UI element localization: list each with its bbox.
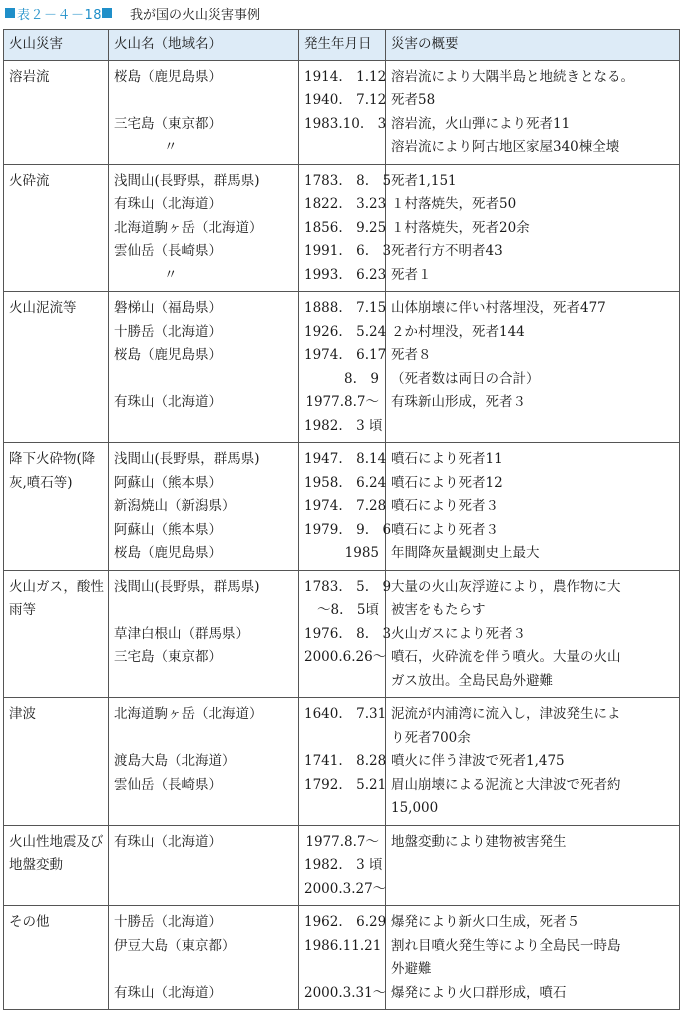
disaster-summary: 溶岩流により大隅半島と地続きとなる。 — [391, 68, 634, 85]
volcano-name — [114, 854, 294, 878]
disaster-category-cell — [4, 906, 109, 1010]
occurrence-date: 1985 — [344, 545, 379, 561]
occurrence-date: 1947. 8.14 — [304, 451, 387, 467]
volcano-cell — [109, 570, 299, 698]
volcano-name: 北海道駒ヶ岳（北海道） — [114, 219, 263, 236]
summary-cell — [386, 60, 680, 164]
occurrence-date: 1640. 7.31 — [304, 706, 387, 722]
disaster-summary: 死者1,151 — [391, 172, 457, 189]
occurrence-date: 1741. 8.28 — [304, 753, 387, 769]
volcano-name — [114, 727, 294, 751]
disaster-summary: 地盤変動により建物被害発生 — [391, 833, 567, 850]
disaster-summary: 山体崩壊に伴い村落埋没，死者477 — [391, 300, 606, 316]
occurrence-date: 1977.8.7～ — [305, 833, 379, 850]
disaster-summary: り死者700余 — [391, 729, 471, 746]
volcano-name: 十勝岳（北海道） — [114, 323, 222, 340]
occurrence-date — [304, 958, 381, 982]
disaster-category-cell — [4, 60, 109, 164]
volcano-cell — [109, 825, 299, 906]
occurrence-date: ～8. 5頃 — [317, 602, 379, 618]
column-header: 火山災害 — [4, 30, 109, 61]
volcano-name: 雲仙岳（長崎県） — [114, 243, 222, 259]
disaster-summary: １村落焼失，死者20余 — [391, 219, 530, 236]
volcano-name: 〃 — [164, 266, 178, 283]
column-header: 発生年月日 — [299, 30, 386, 61]
volcano-name — [114, 599, 294, 623]
occurrence-date — [304, 136, 381, 160]
disaster-summary: 死者１ — [391, 266, 432, 283]
caption-square-icon — [102, 8, 112, 18]
occurrence-date: 1974. 7.28 — [304, 498, 387, 514]
disaster-summary: 有珠新山形成，死者３ — [391, 394, 526, 410]
table-row — [4, 698, 680, 826]
disaster-summary: 眉山崩壊による泥流と大津波で死者約 — [391, 776, 621, 793]
occurrence-date — [304, 727, 381, 751]
occurrence-date: 1986.11.21 — [304, 937, 382, 954]
occurrence-date: 1958. 6.24 — [304, 474, 387, 491]
summary-cell — [386, 292, 680, 443]
disaster-summary: 15,000 — [391, 800, 439, 816]
column-header: 災害の概要 — [386, 30, 680, 61]
volcano-name: 〃 — [164, 139, 178, 155]
volcano-name: 有珠山（北海道） — [114, 394, 222, 410]
occurrence-date: 1888. 7.15 — [304, 300, 387, 316]
disaster-category: 火山性地震及び地盤変動 — [9, 833, 104, 873]
table-row — [4, 292, 680, 443]
occurrence-date: 1977.8.7～ — [305, 394, 379, 410]
disaster-category: 火砕流 — [9, 172, 50, 189]
volcano-name — [114, 797, 294, 821]
volcano-cell — [109, 906, 299, 1010]
table-row — [4, 570, 680, 698]
disaster-summary — [391, 854, 675, 878]
disaster-summary: （死者数は両日の合計） — [391, 370, 540, 387]
occurrence-date: 1982. 3 頃 — [304, 857, 383, 873]
date-cell — [299, 443, 392, 571]
date-cell — [299, 698, 386, 826]
volcano-name — [114, 670, 294, 694]
volcano-disaster-table — [3, 29, 680, 1010]
occurrence-date: 8. 9 — [344, 370, 379, 387]
table-header-row — [4, 30, 680, 61]
volcano-cell — [109, 60, 299, 164]
occurrence-date: 2000.3.31～ — [304, 984, 387, 1001]
summary-cell — [386, 443, 680, 571]
occurrence-date: 1926. 5.24 — [304, 323, 387, 340]
disaster-summary: 噴石，火砕流を伴う噴火。大量の火山 — [391, 649, 621, 665]
occurrence-date — [304, 670, 381, 694]
volcano-name: 桜島（鹿児島県） — [114, 347, 222, 363]
disaster-summary: 大量の火山灰浮遊により，農作物に大 — [391, 578, 621, 595]
disaster-summary: 死者行方不明者43 — [391, 243, 503, 259]
volcano-cell — [109, 292, 299, 443]
volcano-name — [114, 89, 294, 113]
occurrence-date: 1783. 5. 9 — [304, 578, 392, 595]
volcano-name: 有珠山（北海道） — [114, 984, 222, 1001]
disaster-category: 溶岩流 — [9, 68, 50, 85]
table-row — [4, 60, 680, 164]
disaster-summary: 爆発により火口群形成，噴石 — [391, 984, 567, 1001]
volcano-name: 有珠山（北海道） — [114, 833, 222, 850]
disaster-category: その他 — [9, 914, 50, 930]
table-number: 表２－４－18 — [17, 7, 103, 23]
disaster-summary: ガス放出。全島民島外避難 — [391, 672, 553, 689]
volcano-name: 十勝岳（北海道） — [114, 914, 222, 930]
disaster-summary: 年間降灰量観測史上最大 — [391, 545, 540, 561]
column-header: 火山名（地域名） — [109, 30, 299, 61]
disaster-summary: 死者58 — [391, 92, 436, 108]
disaster-summary: 爆発により新火口生成，死者５ — [391, 914, 580, 930]
disaster-summary — [391, 878, 675, 902]
volcano-name — [114, 415, 294, 439]
disaster-category-cell — [4, 164, 109, 292]
table-row — [4, 164, 680, 292]
occurrence-date: 1914. 1.12 — [304, 68, 387, 85]
date-cell — [299, 292, 386, 443]
caption-square-icon — [5, 8, 15, 18]
volcano-cell — [109, 164, 299, 292]
disaster-summary: ２か村埋没，死者144 — [391, 323, 525, 340]
disaster-summary: 泥流が内浦湾に流入し，津波発生によ — [391, 706, 621, 722]
occurrence-date: 1974. 6.17 — [304, 347, 387, 363]
volcano-name: 磐梯山（福島県） — [114, 300, 222, 316]
volcano-name: 桜島（鹿児島県） — [114, 545, 222, 561]
disaster-summary: 噴火に伴う津波で死者1,475 — [391, 753, 565, 769]
table-row — [4, 825, 680, 906]
occurrence-date — [304, 797, 381, 821]
volcano-name: 桜島（鹿児島県） — [114, 68, 222, 85]
occurrence-date: 1983.10. 3 — [304, 115, 387, 132]
disaster-summary: 外避難 — [391, 961, 432, 977]
volcano-name — [114, 368, 294, 392]
disaster-summary: 溶岩流により阿古地区家屋340棟全壊 — [391, 139, 620, 155]
volcano-name: 雲仙岳（長崎県） — [114, 776, 222, 793]
volcano-name: 浅間山(長野県，群馬県) — [114, 451, 260, 467]
occurrence-date: 1856. 9.25 — [304, 219, 387, 236]
disaster-category: 火山泥流等 — [9, 300, 77, 316]
volcano-cell — [109, 443, 299, 571]
date-cell — [299, 906, 386, 1010]
disaster-category-cell — [4, 570, 109, 698]
disaster-category-cell — [4, 292, 109, 443]
volcano-name: 阿蘇山（熊本県） — [114, 474, 222, 491]
disaster-category: 津波 — [9, 706, 36, 722]
occurrence-date: 1991. 6. 3 — [304, 243, 392, 259]
disaster-category: 降下火砕物(降灰,噴石等) — [9, 451, 96, 491]
occurrence-date: 1783. 8. 5 — [304, 172, 392, 189]
disaster-summary: 被害をもたらす — [391, 602, 486, 618]
volcano-cell — [109, 698, 299, 826]
disaster-summary — [391, 415, 675, 439]
volcano-name: 浅間山(長野県，群馬県) — [114, 172, 260, 189]
disaster-summary: 噴石により死者３ — [391, 521, 499, 538]
disaster-summary: 死者８ — [391, 347, 432, 363]
volcano-name: 浅間山(長野県，群馬県) — [114, 578, 260, 595]
summary-cell — [386, 570, 680, 698]
disaster-summary: １村落焼失，死者50 — [391, 196, 517, 212]
volcano-name: 伊豆大島（東京都） — [114, 937, 236, 954]
occurrence-date: 1976. 8. 3 — [304, 625, 392, 642]
disaster-summary: 割れ目噴火発生等により全島民一時島 — [391, 937, 621, 954]
occurrence-date: 1940. 7.12 — [304, 92, 387, 108]
disaster-summary: 噴石により死者12 — [391, 474, 503, 491]
disaster-category-cell — [4, 698, 109, 826]
volcano-name: 北海道駒ヶ岳（北海道） — [114, 706, 263, 722]
table-caption — [5, 3, 260, 23]
volcano-name — [114, 958, 294, 982]
occurrence-date: 2000.3.27～ — [304, 880, 387, 897]
occurrence-date: 1979. 9. 6 — [304, 521, 392, 538]
summary-cell — [386, 164, 680, 292]
volcano-name: 三宅島（東京都） — [114, 649, 222, 665]
occurrence-date: 1822. 3.23 — [304, 196, 387, 212]
disaster-category-cell — [4, 443, 109, 571]
disaster-category-cell — [4, 825, 109, 906]
volcano-name: 三宅島（東京都） — [114, 115, 222, 132]
date-cell — [299, 164, 392, 292]
disaster-summary: 噴石により死者11 — [391, 451, 503, 467]
table-row — [4, 443, 680, 571]
table-title: 我が国の火山災害事例 — [130, 7, 261, 23]
volcano-name: 草津白根山（群馬県） — [114, 625, 249, 642]
volcano-name: 渡島大島（北海道） — [114, 753, 236, 769]
disaster-category: 火山ガス，酸性雨等 — [9, 578, 104, 618]
summary-cell — [386, 825, 680, 906]
occurrence-date: 2000.6.26～ — [304, 649, 387, 665]
disaster-summary: 火山ガスにより死者３ — [391, 625, 526, 642]
disaster-summary: 噴石により死者３ — [391, 498, 499, 514]
summary-cell — [386, 698, 680, 826]
volcano-name — [114, 878, 294, 902]
date-cell — [299, 825, 386, 906]
summary-cell — [386, 906, 680, 1010]
occurrence-date: 1962. 6.29 — [304, 914, 387, 930]
table-row — [4, 906, 680, 1010]
volcano-name: 新潟焼山（新潟県） — [114, 498, 236, 514]
volcano-name: 阿蘇山（熊本県） — [114, 521, 222, 538]
volcano-name: 有珠山（北海道） — [114, 196, 222, 212]
date-cell — [299, 60, 386, 164]
disaster-summary: 溶岩流，火山弾により死者11 — [391, 115, 571, 132]
occurrence-date: 1792. 5.21 — [304, 776, 387, 793]
date-cell — [299, 570, 392, 698]
occurrence-date: 1993. 6.23 — [304, 266, 387, 283]
occurrence-date: 1982. 3 頃 — [304, 417, 383, 434]
